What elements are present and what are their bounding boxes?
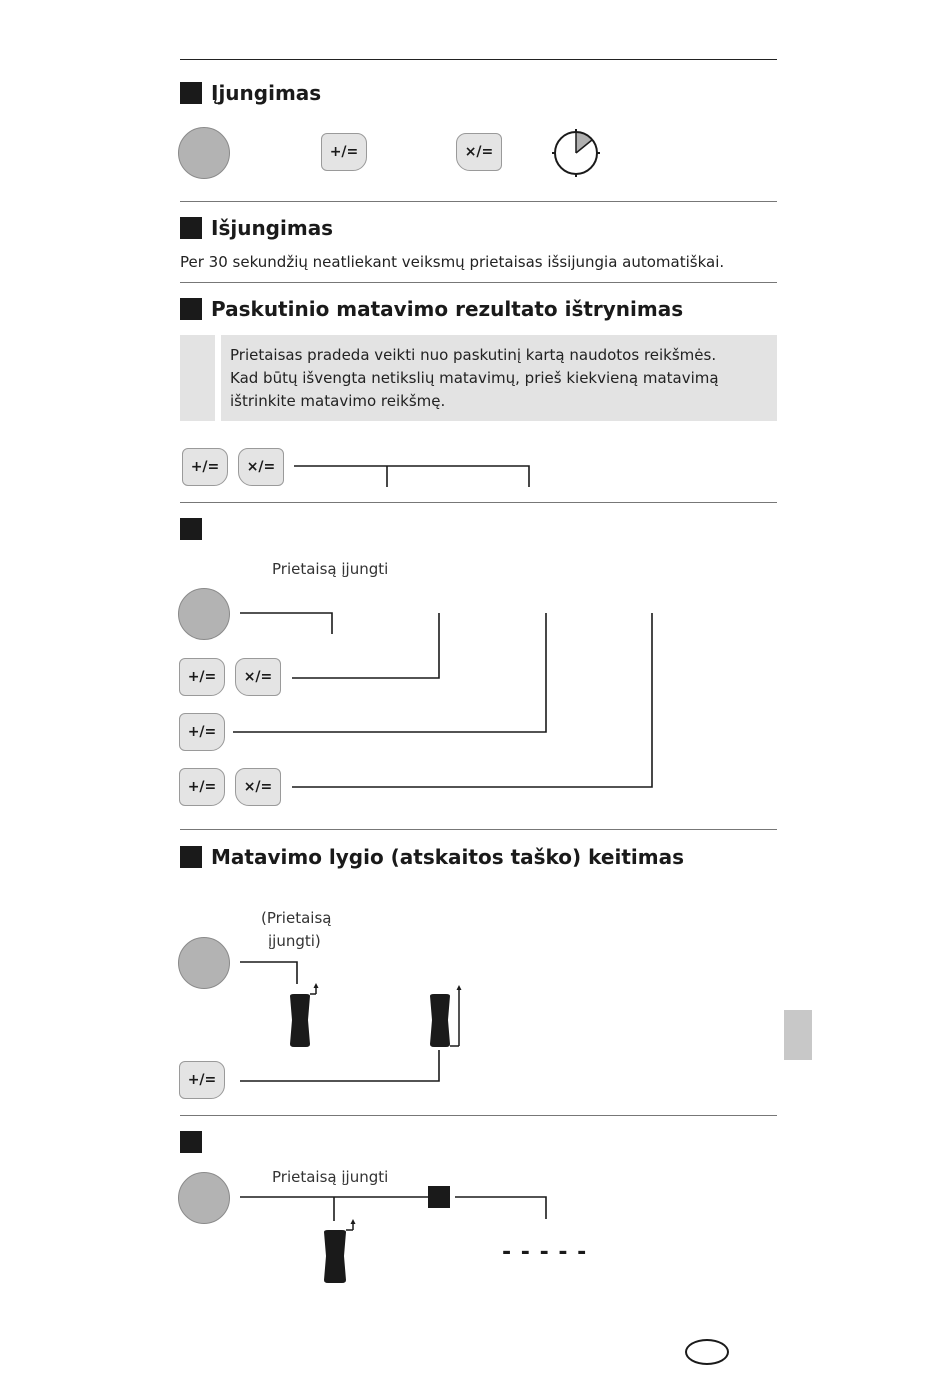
section-title-power-on: Įjungimas [211, 81, 322, 105]
note-marker [180, 335, 215, 421]
plus-key: +/= [179, 768, 225, 806]
device-icon [284, 982, 324, 1050]
top-rule [180, 59, 777, 60]
power-button-icon [178, 937, 230, 989]
divider [180, 1115, 777, 1116]
times-key: ×/= [235, 768, 281, 806]
section-bullet [180, 298, 202, 320]
power-on-label-line1: (Prietaisą [261, 909, 332, 927]
section-bullet [180, 217, 202, 239]
times-key: ×/= [235, 658, 281, 696]
power-on-label-line2: įjungti) [268, 932, 321, 950]
section-bullet [180, 846, 202, 868]
device-icon [424, 982, 464, 1050]
divider [180, 502, 777, 503]
plus-key: +/= [179, 713, 225, 751]
divider [180, 829, 777, 830]
display-square-icon [428, 1186, 450, 1208]
times-key: ×/= [456, 133, 502, 171]
plus-key: +/= [182, 448, 228, 486]
language-oval-icon [685, 1339, 729, 1365]
plus-key: +/= [321, 133, 367, 171]
note-line: ištrinkite matavimo reikšmę. [230, 392, 446, 410]
note-line: Prietaisas pradeda veikti nuo paskutinį kartą naudotos reikšmės. [230, 346, 717, 364]
power-on-label: Prietaisą įjungti [272, 1168, 389, 1186]
power-on-label: Prietaisą įjungti [272, 560, 389, 578]
side-tab [784, 1010, 812, 1060]
divider [180, 282, 777, 283]
power-button-icon [178, 588, 230, 640]
power-button-icon [178, 127, 230, 179]
plus-key: +/= [179, 1061, 225, 1099]
section-title-power-off: Išjungimas [211, 216, 334, 240]
timer-icon [551, 128, 601, 178]
display-dashes: - - - - - [502, 1240, 588, 1265]
section-bullet [180, 1131, 202, 1153]
section-bullet [180, 518, 202, 540]
times-key: ×/= [238, 448, 284, 486]
note-line: Kad būtų išvengta netikslių matavimų, prieš kiekvieną matavimą [230, 369, 719, 387]
power-button-icon [178, 1172, 230, 1224]
note-text [230, 344, 719, 413]
section-title-delete-last: Paskutinio matavimo rezultato ištrynimas [211, 297, 684, 321]
power-off-text: Per 30 sekundžių neatliekant veiksmų prietaisas išsijungia automatiškai. [180, 253, 725, 271]
section-bullet [180, 82, 202, 104]
plus-key: +/= [179, 658, 225, 696]
section-title-reference-change: Matavimo lygio (atskaitos taško) keitimas [211, 845, 684, 869]
device-icon [318, 1216, 360, 1286]
divider [180, 201, 777, 202]
